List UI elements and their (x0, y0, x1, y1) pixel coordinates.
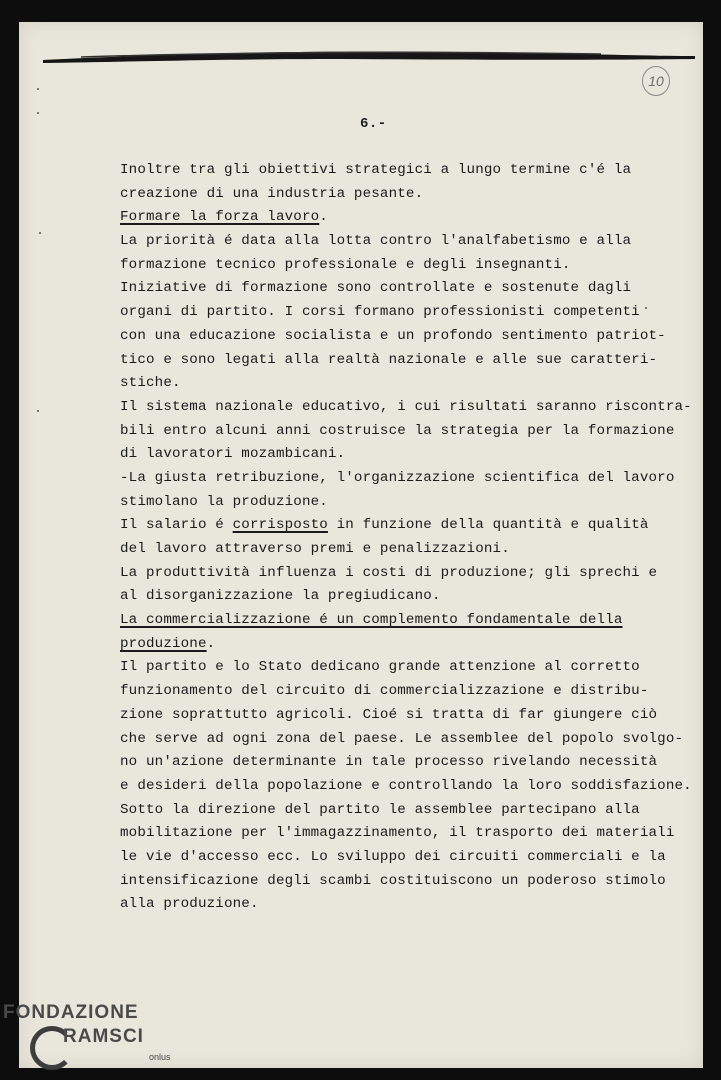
page-marker: 6.- (360, 116, 387, 132)
text-line: Il sistema nazionale educativo, i cui risultati saranno riscontra- (120, 398, 692, 415)
text-line: Sotto la direzione del partito le assemblee partecipano alla (120, 801, 640, 818)
text-line: che serve ad ogni zona del paese. Le assemblee del popolo svolgo- (120, 730, 684, 747)
text-line: La priorità é data alla lotta contro l'analfabetismo e alla (120, 233, 632, 250)
text-line: Il partito e lo Stato dedicano grande attenzione al corretto (120, 659, 640, 676)
underlined-word: corrisposto (232, 517, 328, 534)
archive-page-number: 10 (642, 66, 670, 96)
ink-smear-decoration (41, 40, 697, 64)
text-line: funzionamento del circuito di commercializzazione e distribu- (120, 683, 649, 700)
text-line: di lavoratori mozambicani. (120, 446, 346, 463)
text-line: no un'azione determinante in tale processo rivelando necessità (120, 754, 658, 771)
text-line: zione soprattutto agricoli. Cioé si tratta di far giungere ciò (120, 706, 658, 723)
underlined-heading: La commercializzazione é un complemento fondamentale della (120, 612, 623, 629)
section-heading-commercializzazione-cont: produzione. (120, 635, 216, 652)
section-heading-commercializzazione (120, 609, 680, 633)
text-line: mobilitazione per l'immagazzinamento, il trasporto dei materiali (120, 825, 675, 842)
text-line: stimolano la produzione. (120, 493, 328, 510)
text-line: formazione tecnico professionale e degli insegnanti. (120, 256, 571, 273)
underlined-heading: Formare la forza lavoro (120, 209, 320, 226)
watermark-line3: onlus (149, 1052, 171, 1062)
text-line: -La giusta retribuzione, l'organizzazione scientifica del lavoro (120, 469, 675, 486)
text-line: con una educazione socialista e un profondo sentimento patriot- (120, 327, 666, 344)
text-line: organi di partito. I corsi formano professionisti competenti (120, 304, 640, 321)
salario-line: Il salario é corrisposto in funzione della quantità e qualità (120, 517, 649, 534)
text-line: intensificazione degli scambi costituiscono un poderoso stimolo (120, 872, 666, 889)
text-line: Iniziative di formazione sono controllate e sostenute dagli (120, 280, 632, 297)
document-page (19, 22, 703, 1068)
text-line: bili entro alcuni anni costruisce la strategia per la formazione (120, 422, 675, 439)
fondazione-gramsci-watermark (3, 1002, 203, 1076)
watermark-line1: FONDAZIONE (3, 1002, 139, 1023)
text-line: alla produzione. (120, 896, 259, 913)
document-body (120, 159, 692, 917)
section-heading-forza-lavoro: Formare la forza lavoro. (120, 209, 328, 226)
text-line: La produttività influenza i costi di produzione; gli sprechi e (120, 564, 658, 581)
watermark-line2: RAMSCI (63, 1026, 144, 1047)
text-line: tico e sono legati alla realtà nazionale e alle sue caratteri- (120, 351, 658, 368)
text-line: creazione di una industria pesante. (120, 185, 424, 202)
text-line: stiche. (120, 375, 181, 392)
text-line: del lavoro attraverso premi e penalizzazioni. (120, 541, 510, 557)
underlined-heading: produzione (120, 635, 207, 652)
text-line: Inoltre tra gli obiettivi strategici a lungo termine c'é la (120, 162, 632, 178)
text-line: e desideri della popolazione e controllando la loro soddisfazione. (120, 777, 692, 794)
text-line: al disorganizzazione la pregiudicano. (120, 588, 441, 605)
text-line: le vie d'accesso ecc. Lo sviluppo dei circuiti commerciali e la (120, 848, 666, 865)
